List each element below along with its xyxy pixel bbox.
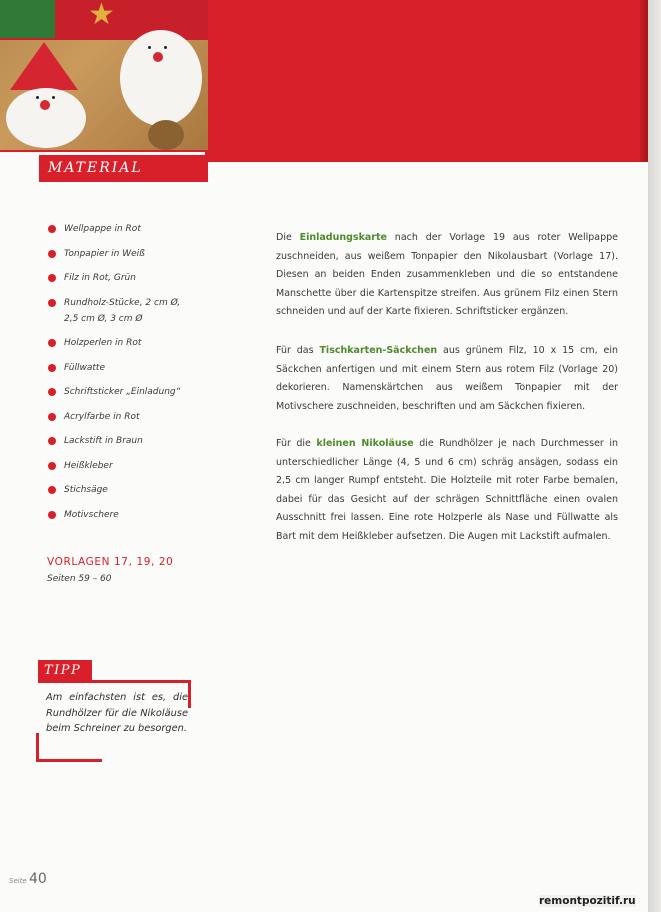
book-edge [648,0,661,912]
list-item: Holzperlen in Rot [48,335,208,351]
bullet-icon [48,486,56,494]
material-heading: MATERIAL [39,155,207,182]
bullet-icon [48,388,56,396]
instructions-small-santas: Für die kleinen Nikoläuse die Rundhölzer je nach Durchmesser in unterschiedlicher Länge (4, 5 und 6 cm) schräg ansägen, sodass ein 2,5 cm langer Rumpf entsteht. Die Holzteile mit roter Farbe bemalen, dabei für das Gesicht auf der schrägen Schnittfläche einen ovalen Ausschnitt frei lassen. Eine rote Holzperle als Nase und Füllwatte als Bart mit dem Heißkleber aufsetzen. Die Augen mit Lackstift aufmalen. [276,438,618,542]
santa-eye [36,96,39,99]
instructions-invitation-card: Die Einladungskarte nach der Vorlage 19 aus roter Wellpappe zuschneiden, aus weißem Tonpapier den Nikolausbart (Vorlage 17). Diesen an beiden Enden zusammenkleben und die so entstandene Manschette über die Kartenspitze streifen. Aus grünem Filz einen Stern schneiden und auf der Karte fixieren. Schriftsticker ergänzen. [276,232,618,318]
keyword: kleinen Nikoläuse [316,438,414,449]
bullet-icon [48,413,56,421]
tip-heading: TIPP [38,660,92,682]
watermark: remontpozitif.ru [539,895,636,907]
santa-hat-icon [10,42,78,90]
bullet-icon [48,274,56,282]
santa-nose-right [153,52,163,62]
page-fold-shadow [640,0,648,162]
list-item: Acrylfarbe in Rot [48,409,208,425]
bullet-icon [48,250,56,258]
list-item: Lackstift in Braun [48,433,208,449]
photo-green-felt [0,0,55,38]
list-item: Filz in Rot, Grün [48,270,208,286]
tip-text: Am einfachsten ist es, die Rundhölzer für die Nikoläuse beim Schreiner zu besorgen. [46,692,188,734]
keyword: Tischkarten-Säckchen [319,345,438,356]
tip-rule-left [36,733,39,762]
list-item: Wellpappe in Rot [48,221,208,237]
list-item: Motivschere [48,507,208,523]
list-item: Tonpapier in Weiß [48,246,208,262]
page-number: 40 [29,871,47,887]
red-header-band [205,0,648,162]
santa-eye [164,46,167,49]
list-item: Füllwatte [48,360,208,376]
star-icon: ★ [88,0,115,32]
tip-rule-right [188,680,191,708]
bullet-icon [48,511,56,519]
walnut-icon [148,120,184,150]
santa-eye [148,46,151,49]
bullet-icon [48,364,56,372]
bullet-icon [48,462,56,470]
bullet-icon [48,339,56,347]
list-item: Rundholz-Stücke, 2 cm Ø, 2,5 cm Ø, 3 cm Ø [48,295,208,327]
list-item: Heißkleber [48,458,208,474]
list-item: Stichsäge [48,482,208,498]
material-list [48,221,208,531]
material-rule [0,150,208,152]
instructions-table-card-bag: Für das Tischkarten-Säckchen aus grünem Filz, 10 x 15 cm, ein Säckchen anfertigen und mit einem Stern aus rotem Filz (Vorlage 20) dekorieren. Namenskärtchen aus weißem Tonpapier mit der Motivschere zuschneiden, beschriften und am Säckchen fixieren. [276,345,618,412]
keyword: Einladungskarte [299,232,387,243]
santa-beard-right [120,30,202,126]
santa-beard-left [6,88,86,148]
santa-eye [52,96,55,99]
list-item: Schriftsticker „Einladung“ [48,384,208,400]
page-label: Seite [9,877,27,885]
bullet-icon [48,437,56,445]
santa-nose-left [40,100,50,110]
pages-reference: Seiten 59 – 60 [47,574,112,584]
tip-rule-bottom [36,759,102,762]
bullet-icon [48,225,56,233]
templates-reference: VORLAGEN 17, 19, 20 [47,556,174,568]
santa-figures-photo [0,0,208,152]
bullet-icon [48,299,56,307]
